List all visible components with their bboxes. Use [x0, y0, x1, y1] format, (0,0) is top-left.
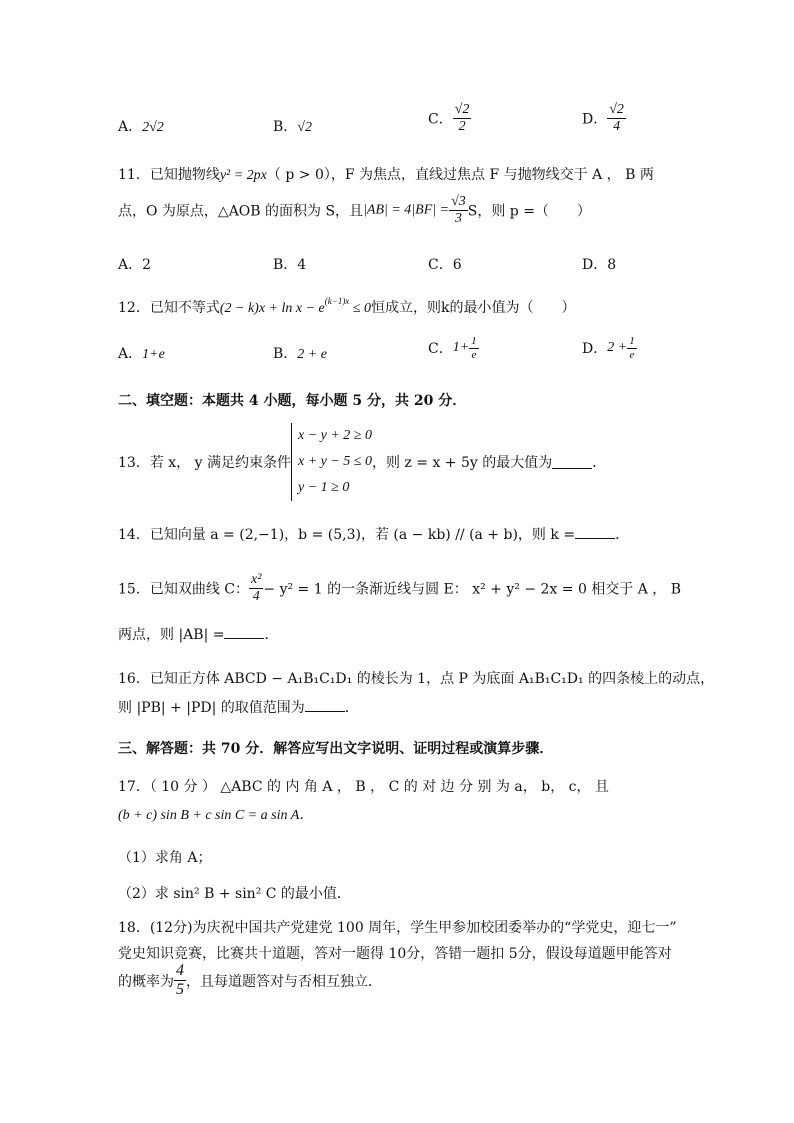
option-value: √2 — [297, 120, 312, 135]
q12-exponent: (k−1)x — [324, 296, 350, 306]
option-label: D． — [582, 111, 608, 128]
answer-blank — [224, 626, 264, 639]
q13-line — [118, 423, 606, 501]
option-label: C． — [428, 111, 453, 128]
q15-text: 两点，则 |AB| = — [118, 627, 225, 643]
q17-part2: （2）求 sin² B + sin² C 的最小值． — [118, 886, 351, 902]
q12-option-a — [118, 343, 165, 363]
q13-text: ，则 z = x + 5y 的最大值为 — [372, 455, 553, 471]
q12-text: 12．已知不等式 — [118, 300, 220, 316]
q11-text: 点，O 为原点，△AOB 的面积为 S，且 — [118, 203, 364, 220]
option-value: 2 + e — [297, 347, 327, 362]
q11-option-a: A．2 — [118, 257, 152, 273]
q11-equation: |AB| = 4|BF| = — [363, 202, 450, 218]
fraction-denominator: 4 — [252, 589, 260, 605]
option-label: A． — [118, 346, 143, 362]
fraction-numerator: 1 — [629, 335, 635, 347]
option-value: 2√2 — [142, 120, 164, 135]
q11-option-b: B．4 — [273, 257, 307, 273]
q15-line2 — [118, 624, 278, 644]
q12-inequality-tail: ≤ 0 — [349, 301, 371, 316]
fraction-denominator: 4 — [613, 119, 621, 135]
q10-option-a — [118, 116, 164, 136]
option-label: A． — [118, 119, 143, 135]
q17-part1: （1）求角 A； — [118, 850, 212, 866]
q11-option-d: D．8 — [582, 257, 617, 273]
answer-blank — [575, 526, 615, 539]
q12-option-b — [273, 343, 327, 363]
q12-inequality: (2 − k)x + ln x − e — [219, 301, 325, 316]
q18-text: 的概率为 — [118, 973, 174, 990]
q13-end: ． — [592, 455, 607, 471]
q11-line1 — [118, 164, 654, 184]
fraction-denominator: e — [629, 348, 635, 361]
fraction-numerator: √3 — [449, 194, 468, 211]
q12-option-d — [582, 335, 637, 361]
q17-line1: 17．（ 10 分 ） △ABC 的 内 角 A ， B ， C 的 对 边 分 别 为 a， b， c， 且 — [118, 779, 609, 795]
q18-text: ，且每道题答对与否相互独立． — [186, 973, 382, 990]
q10-option-c — [428, 102, 471, 135]
q14-text: 14．已知向量 a = (2,−1)，b = (5,3)，若 (a − kb) // (a + b)，则 k = — [118, 527, 576, 543]
q15-text: 15．已知双曲线 C： — [118, 581, 249, 598]
option-value: 2 + — [607, 340, 628, 356]
q16-text: 则 |PB| + |PD| 的取值范围为 — [118, 700, 305, 716]
fraction-numerator: 1 — [471, 335, 477, 347]
constraint-2: x + y − 5 ≤ 0 — [297, 454, 372, 469]
q18-line3 — [118, 962, 382, 1000]
option-label: C． — [428, 341, 453, 358]
q15-text: − y² = 1 的一条渐近线与圆 E： x² + y² − 2x = 0 相交于 A ， B — [263, 581, 682, 598]
q13-text: 13．若 x， y 满足约束条件 — [118, 455, 291, 471]
q11-fraction — [449, 194, 468, 227]
option-label: B． — [273, 346, 298, 362]
option-fraction — [627, 335, 637, 361]
section-heading-fill-in: 二、填空题：本题共 4 小题，每小题 5 分，共 20 分． — [118, 393, 467, 409]
fraction-numerator: x² — [249, 572, 263, 589]
q11-text: S，则 p =（ ） — [467, 203, 591, 220]
option-label: B． — [273, 119, 298, 135]
fraction-denominator: 5 — [176, 981, 184, 999]
q18-probability-fraction — [174, 962, 186, 1000]
answer-blank — [552, 456, 592, 469]
fraction-denominator: e — [471, 348, 477, 361]
q11-line2 — [118, 194, 591, 227]
q12-text: 恒成立，则k的最小值为（ ） — [371, 300, 576, 316]
q15-fraction — [249, 572, 263, 605]
fraction-numerator: √2 — [607, 102, 626, 119]
option-fraction — [607, 102, 626, 135]
option-fraction — [453, 102, 472, 135]
q11-text: 11．已知抛物线 — [118, 167, 220, 183]
option-value: 1+e — [142, 347, 165, 362]
fraction-denominator: 3 — [454, 211, 462, 227]
q16-end: ． — [344, 700, 359, 716]
q11-option-c: C．6 — [428, 257, 462, 273]
q10-option-b — [273, 116, 312, 136]
q11-condition: （ p > 0）， — [266, 167, 345, 183]
constraint-1: x − y + 2 ≥ 0 — [297, 428, 372, 443]
q13-constraint-system — [291, 423, 372, 501]
section-heading-solutions: 三、解答题：共 70 分．解答应写出文字说明、证明过程或演算步骤． — [118, 741, 554, 757]
q14-line — [118, 524, 629, 544]
q11-text: F 为焦点，直线过焦点 F 与抛物线交于 A ， B 两 — [344, 167, 654, 183]
option-label: D． — [582, 341, 608, 358]
q15-end: ． — [264, 627, 279, 643]
q12-line — [118, 296, 575, 317]
q18-line1: 18．(12分)为庆祝中国共产党建党 100 周年，学生甲参加校团委举办的“学党史，迎七一” — [118, 920, 677, 936]
q11-equation: y² = 2px — [219, 168, 267, 183]
q17-line2: (b + c) sin B + c sin C = a sin A． — [118, 808, 314, 823]
fraction-numerator: √2 — [453, 102, 472, 119]
constraint-3: y − 1 ≥ 0 — [297, 480, 350, 495]
option-value: 1+ — [452, 340, 470, 356]
answer-blank — [305, 699, 345, 712]
q16-line2 — [118, 697, 359, 717]
q12-option-c — [428, 335, 479, 361]
q14-end: ． — [615, 527, 630, 543]
q15-line1 — [118, 572, 681, 605]
fraction-numerator: 4 — [174, 962, 186, 981]
q10-option-d — [582, 102, 626, 135]
q16-line1: 16．已知正方体 ABCD − A₁B₁C₁D₁ 的棱长为 1，点 P 为底面 A₁B₁C₁D₁ 的四条棱上的动点， — [118, 671, 715, 687]
q18-line2: 党史知识竞赛，比赛共十道题，答对一题得 10分，答错一题扣 5分，假设每道题甲能答对 — [118, 946, 672, 962]
option-fraction — [469, 335, 479, 361]
fraction-denominator: 2 — [458, 119, 466, 135]
